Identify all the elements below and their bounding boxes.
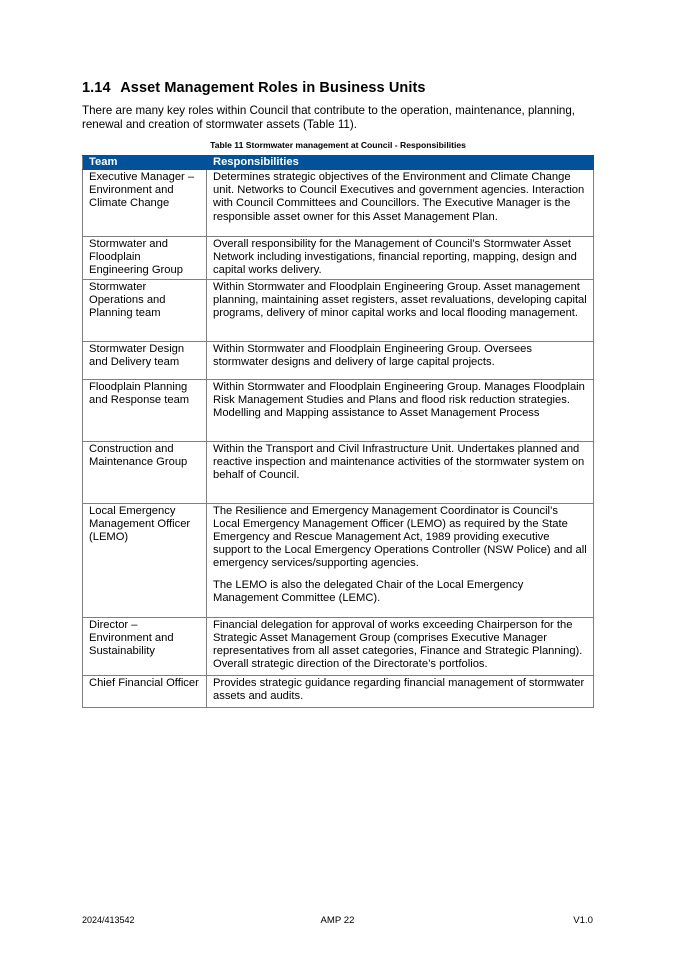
table-row bbox=[83, 341, 594, 379]
team-cell: Stormwater Design and Delivery team bbox=[83, 341, 207, 379]
table-row bbox=[83, 379, 594, 441]
responsibilities-cell bbox=[207, 675, 594, 707]
responsibility-text: Overall responsibility for the Management of Council’s Stormwater Asset Network including investigations, financial reporting, mapping, design and capital works delivery. bbox=[213, 238, 577, 277]
responsibilities-cell bbox=[207, 617, 594, 675]
responsibility-text: Within the Transport and Civil Infrastructure Unit. Undertakes planned and reactive inspection and maintenance activities of the stormwater system on behalf of Council. bbox=[213, 442, 585, 482]
table-row bbox=[83, 675, 594, 707]
table-row bbox=[83, 170, 594, 237]
responsibilities-cell bbox=[207, 441, 594, 503]
responsibility-text: Determines strategic objectives of the Environment and Climate Change unit. Networks to Council Executives and government agencies. Interaction with Council Committees and Councillors. The Executive Manager is the responsible asset owner for this Asset Management Plan. bbox=[213, 171, 585, 223]
team-cell: Local Emergency Management Officer (LEMO) bbox=[83, 503, 207, 617]
responsibility-text: Within Stormwater and Floodplain Engineering Group. Manages Floodplain Risk Management Studies and Plans and flood risk reduction strategies. Modelling and Mapping assistance to Asset Management Process bbox=[213, 380, 585, 420]
responsibility-text: The Resilience and Emergency Management Coordinator is Council’s Local Emergency Management Officer (LEMO) as required by the State Emergency and Rescue Management Act, 1989 providing executive support to the Local Emergency Operations Controller (NSW Police) and all emergency services/supporting agencies. bbox=[213, 504, 587, 570]
table-row bbox=[83, 279, 594, 341]
team-cell: Executive Manager – Environment and Climate Change bbox=[83, 170, 207, 237]
responsibilities-cell bbox=[207, 237, 594, 280]
section-heading bbox=[82, 80, 426, 96]
team-cell: Director – Environment and Sustainability bbox=[83, 617, 207, 675]
team-cell: Stormwater Operations and Planning team bbox=[83, 279, 207, 341]
responsibilities-table bbox=[82, 155, 594, 708]
section-number: 1.14 bbox=[82, 80, 111, 96]
table-row bbox=[83, 237, 594, 280]
responsibilities-cell bbox=[207, 379, 594, 441]
table-caption: Table 11 Stormwater management at Council - Responsibilities bbox=[210, 140, 466, 150]
table-row bbox=[83, 617, 594, 675]
team-cell: Stormwater and Floodplain Engineering Group bbox=[83, 237, 207, 280]
responsibility-text: Within Stormwater and Floodplain Engineering Group. Asset management planning, maintaining asset registers, asset revaluations, developing capital programs, delivery of minor capital works and local flooding management. bbox=[213, 280, 587, 320]
intro-paragraph: There are many key roles within Council that contribute to the operation, maintenance, planning, renewal and creation of stormwater assets (Table 11). bbox=[82, 104, 576, 131]
team-cell: Construction and Maintenance Group bbox=[83, 441, 207, 503]
responsibilities-cell bbox=[207, 279, 594, 341]
responsibility-text: The LEMO is also the delegated Chair of the Local Emergency Management Committee (LEMC). bbox=[213, 578, 524, 604]
responsibility-text: Within Stormwater and Floodplain Engineering Group. Oversees stormwater designs and delivery of large capital projects. bbox=[213, 342, 533, 368]
footer-page-label: AMP 22 bbox=[320, 915, 355, 926]
responsibility-text: Provides strategic guidance regarding financial management of stormwater assets and audits. bbox=[213, 676, 585, 702]
responsibilities-cell bbox=[207, 503, 594, 617]
table-row bbox=[83, 441, 594, 503]
header-responsibilities: Responsibilities bbox=[207, 156, 594, 170]
team-cell: Chief Financial Officer bbox=[83, 675, 207, 707]
responsibility-text: Financial delegation for approval of works exceeding Chairperson for the Strategic Asset Management Group (comprises Executive Manager representatives from all asset categories, Finance and Strategic Planning). Overall strategic direction of the Directorate’s portfolios. bbox=[213, 618, 583, 671]
table-header-row bbox=[83, 156, 594, 170]
footer-version: V1.0 bbox=[573, 915, 593, 926]
section-title: Asset Management Roles in Business Units bbox=[120, 80, 426, 96]
responsibilities-cell bbox=[207, 170, 594, 237]
team-cell: Floodplain Planning and Response team bbox=[83, 379, 207, 441]
table-row bbox=[83, 503, 594, 617]
header-team: Team bbox=[83, 156, 207, 170]
footer-document-id: 2024/413542 bbox=[82, 915, 135, 925]
responsibilities-cell bbox=[207, 341, 594, 379]
